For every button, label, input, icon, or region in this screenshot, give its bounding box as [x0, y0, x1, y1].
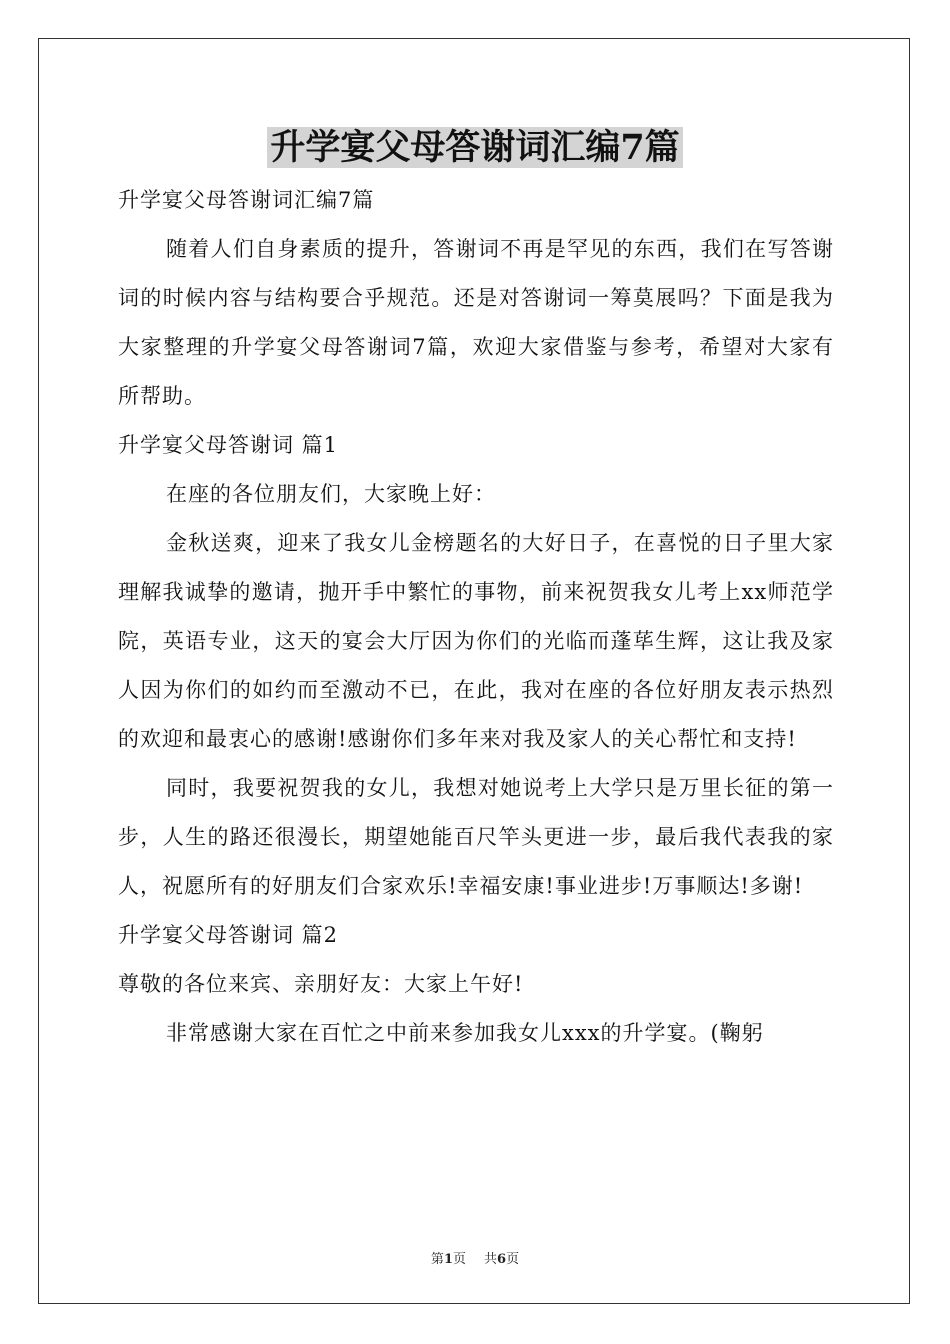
section-heading-2: 升学宴父母答谢词 篇2 [118, 923, 339, 947]
page-prefix: 第 [430, 1252, 444, 1267]
body-paragraph: 同时，我要祝贺我的女儿，我想对她说考上大学只是万里长征的第一步，人生的路还很漫长，期望她能百尺竿头更进一步，最后我代表我的家人，祝愿所有的好朋友们合家欢乐!幸福安康!事业进步!万事顺达!多谢! [118, 776, 834, 898]
document-title-text: 升学宴父母答谢词汇编7篇 [267, 127, 682, 168]
body-paragraph: 金秋送爽，迎来了我女儿金榜题名的大好日子，在喜悦的日子里大家理解我诚挚的邀请，抛开手中繁忙的事物，前来祝贺我女儿考上xx师范学院，英语专业，这天的宴会大厅因为你们的光临而蓬荜生辉，这让我及家人因为你们的如约而至激动不已，在此，我对在座的各位好朋友表示热烈的欢迎和最衷心的感谢!感谢你们多年来对我及家人的关心帮忙和支持! [118, 531, 834, 751]
greeting-paragraph: 在座的各位朋友们，大家晚上好： [166, 482, 496, 506]
document-body [118, 176, 834, 1058]
page-footer [0, 1248, 950, 1267]
body-paragraph: 非常感谢大家在百忙之中前来参加我女儿xxx的升学宴。(鞠躬 [166, 1021, 764, 1045]
greeting-paragraph: 尊敬的各位来宾、亲朋好友：大家上午好! [118, 972, 524, 996]
section-heading-1: 升学宴父母答谢词 篇1 [118, 433, 339, 457]
page-suffix: 页 [452, 1252, 466, 1267]
total-pages: 6 [497, 1252, 507, 1267]
page-number: 1 [443, 1252, 453, 1267]
document-title [0, 126, 950, 170]
total-prefix: 共 [484, 1252, 498, 1267]
total-suffix: 页 [506, 1252, 520, 1267]
subtitle: 升学宴父母答谢词汇编7篇 [118, 188, 375, 212]
intro-paragraph: 随着人们自身素质的提升，答谢词不再是罕见的东西，我们在写答谢词的时候内容与结构要合乎规范。还是对答谢词一筹莫展吗？下面是我为大家整理的升学宴父母答谢词7篇，欢迎大家借鉴与参考，希望对大家有所帮助。 [118, 237, 834, 408]
